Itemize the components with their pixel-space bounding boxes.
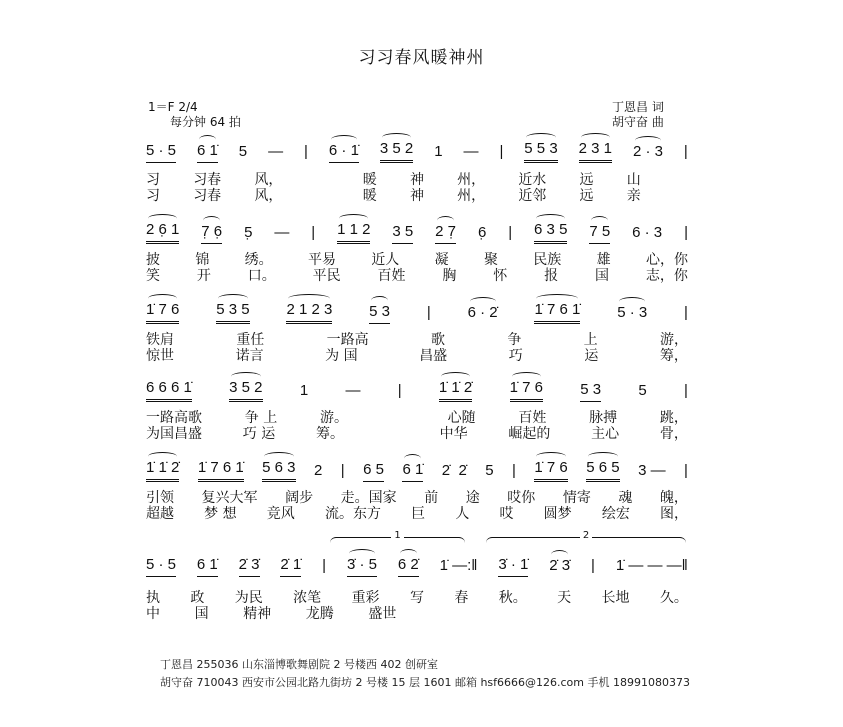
lyric-word: 心，你 (645, 252, 688, 268)
note-group: 3 5 (392, 223, 413, 244)
lyric-word: 暖 (362, 172, 377, 188)
lyric-word: 凝 (434, 252, 449, 268)
lyric-word: 争 上 (244, 410, 278, 426)
volta-2: 2 (486, 537, 686, 546)
lyric-word: 重彩 (351, 590, 380, 606)
notation-line (146, 221, 688, 244)
lyric-line-1 (146, 252, 688, 268)
note-group: — (345, 382, 361, 399)
note-group: 1̇ 7 6 (534, 459, 567, 482)
lyric-word: 百姓 (518, 410, 547, 426)
barline: | (683, 382, 688, 399)
lyric-word: 秋。 (498, 590, 527, 606)
lyric-word: 为 国 (325, 348, 358, 364)
note-group: 6 5 (363, 461, 384, 482)
lyric-word: 雄 (596, 252, 611, 268)
lyric-word: 哎 (499, 506, 514, 522)
lyric-word: 远 (579, 172, 594, 188)
lyric-word: 走。国家 (340, 490, 397, 506)
lyric-word: 盛世 (368, 606, 397, 622)
lyric-word: 巧 运 (242, 426, 276, 442)
lyric-word: 胸 (442, 268, 457, 284)
barline: | (499, 143, 504, 160)
lyric-word: 一路高歌 (146, 410, 202, 426)
note-group: 2 7̣ (435, 223, 456, 244)
note-group: 5 (238, 143, 248, 160)
lyric-line-2 (146, 188, 688, 204)
note-group: 5 3 5 (216, 301, 249, 324)
lyric-word: 习春 (193, 188, 222, 204)
lyric-line-2 (146, 426, 688, 442)
barline: | (322, 557, 327, 574)
note-group: 2 6̣ 1 (146, 221, 179, 244)
lyric-word: 梦 想 (204, 506, 237, 522)
key-signature: 1＝F 2/4 (148, 100, 198, 114)
lyric-word: 运 (584, 348, 599, 364)
note-group: 2̇ 3̇ (549, 557, 570, 577)
lyric-word: 州， (457, 188, 486, 204)
notation-line (146, 140, 688, 163)
note-group: 6 · 3 (632, 224, 663, 241)
note-group: 3̇ · 1̇ (498, 556, 528, 577)
note-group: — (274, 224, 290, 241)
lyric-word: 流。东方 (324, 506, 381, 522)
note-group: 5 5 3 (524, 140, 557, 163)
note-group: 5 3 (369, 303, 390, 324)
lyric-word: 平民 (312, 268, 341, 284)
note-group: 1 (434, 143, 443, 160)
lyric-word: 魄， (659, 490, 688, 506)
lyric-word: 绘宏 (601, 506, 630, 522)
lyric-word: 习春 (193, 172, 222, 188)
song-title: 习习春风暖神州 (358, 48, 485, 68)
note-group: 1̇ 1̇ 2̇ (146, 459, 179, 482)
note-group: 3 5 2 (380, 140, 413, 163)
barline: | (304, 143, 308, 160)
note-group: 1̇ — — —‖ (615, 557, 688, 574)
note-group: — (463, 143, 479, 160)
note-group: 3 — (638, 462, 666, 479)
note-group: 7 5 (589, 223, 610, 244)
barline: | (591, 557, 595, 574)
barline: | (508, 224, 513, 241)
lyric-word: 心随 (447, 410, 476, 426)
lyric-word: 情寄 (562, 490, 591, 506)
lyric-word: 筹， (659, 348, 688, 364)
lyric-word: 中华 (439, 426, 468, 442)
lyric-word: 巨 (411, 506, 426, 522)
lyric-line-2 (146, 268, 688, 284)
note-group: 2 (313, 462, 323, 479)
lyric-word: 风， (254, 188, 283, 204)
lyric-word: 图， (660, 506, 688, 522)
barline: | (512, 462, 516, 479)
note-group: 1 (299, 382, 309, 399)
note-group: 5 (638, 382, 647, 399)
note-group: — (268, 143, 284, 160)
lyric-word: 人 (455, 506, 470, 522)
note-group: 5 6 5 (586, 459, 619, 482)
lyric-line-2 (146, 348, 688, 364)
note-group: 5 · 5 (146, 556, 176, 577)
note-group: 5 (485, 462, 494, 479)
lyric-word: 竞风 (266, 506, 295, 522)
note-group: 5 6 3 (262, 459, 295, 482)
lyric-word: 复兴大军 (201, 490, 258, 506)
lyric-word: 圆梦 (543, 506, 572, 522)
lyric-word: 重任 (236, 332, 265, 348)
note-group: 6̣ (477, 224, 487, 241)
barline: | (397, 382, 402, 399)
lyric-word: 国 (194, 606, 209, 622)
lyric-word: 中 (146, 606, 160, 622)
lyric-word: 骨， (659, 426, 688, 442)
note-group: 5 3 (580, 381, 601, 402)
lyric-word: 报 (544, 268, 559, 284)
lyric-word: 超越 (146, 506, 174, 522)
notation-line (146, 556, 688, 577)
lyric-word: 游。 (320, 410, 349, 426)
lyric-word: 披 (146, 252, 160, 268)
lyric-line-1 (146, 590, 688, 606)
lyric-word: 引领 (146, 490, 174, 506)
barline: | (684, 224, 688, 241)
lyric-word: 州， (457, 172, 486, 188)
lyric-word: 筹。 (316, 426, 345, 442)
lyric-word: 跳， (659, 410, 688, 426)
barline: | (426, 304, 431, 321)
barline: | (684, 304, 688, 321)
lyric-word: 亲 (626, 188, 641, 204)
lyric-line-2 (146, 506, 688, 522)
barline: | (683, 143, 688, 160)
composer: 胡守奋 曲 (612, 115, 664, 129)
note-group: 6 6 6 1̇ (146, 379, 192, 402)
lyric-word: 远 (579, 188, 594, 204)
note-group: 1̇ 7 6 (146, 301, 179, 324)
lyric-word: 歌 (430, 332, 445, 348)
lyric-word: 脉搏 (589, 410, 618, 426)
lyric-word: 魂 (618, 490, 633, 506)
note-group: 5̣ (244, 224, 253, 241)
lyric-word: 国 (595, 268, 609, 284)
tempo: 每分钟 64 拍 (170, 115, 241, 129)
note-group: 1̇ —:‖ (439, 557, 478, 574)
lyric-word: 聚 (483, 252, 498, 268)
lyric-word: 山 (626, 172, 641, 188)
lyric-line-1 (146, 332, 688, 348)
lyric-word: 昌盛 (419, 348, 448, 364)
note-group: 1̇ 1̇ 2̇ (439, 379, 472, 402)
note-group: 6 · 2̇ (468, 304, 498, 324)
note-group: 2 · 3 (633, 143, 663, 163)
lyric-word: 口。 (247, 268, 276, 284)
lyric-word: 主心 (591, 426, 620, 442)
lyric-word: 怀 (493, 268, 508, 284)
lyric-word: 写 (409, 590, 424, 606)
footer-line-2: 胡守奋 710043 西安市公园北路九街坊 2 号楼 15 层 1601 邮箱 hsf6666@126.com 手机 18991080373 (160, 676, 690, 689)
note-group: 2̇ 2̇ (441, 462, 467, 479)
note-group: 6 3 5 (534, 221, 567, 244)
note-group: 6 1̇ (197, 556, 218, 577)
lyric-word: 阔步 (285, 490, 314, 506)
barline: | (311, 224, 316, 241)
lyric-word: 长地 (601, 590, 630, 606)
lyric-word: 惊世 (146, 348, 174, 364)
lyric-word: 神 (409, 188, 424, 204)
note-group: 6 1̇ (402, 461, 423, 482)
lyric-word: 锦 (195, 252, 210, 268)
lyric-word: 天 (557, 590, 572, 606)
lyric-line-1 (146, 490, 688, 506)
lyric-word: 开 (196, 268, 211, 284)
lyric-word: 笑 (146, 268, 160, 284)
lyric-word: 近人 (371, 252, 400, 268)
lyric-word: 上 (583, 332, 598, 348)
barline: | (684, 462, 688, 479)
note-group: 2 1 2 3 (286, 301, 332, 324)
lyric-word: 久。 (659, 590, 688, 606)
volta-1: 1 (330, 537, 465, 546)
lyric-word: 绣。 (244, 252, 273, 268)
lyric-word: 巧 (508, 348, 523, 364)
lyric-word: 执 (146, 590, 160, 606)
lyric-word: 龙腾 (305, 606, 334, 622)
notation-line (146, 379, 688, 402)
lyric-word: 近水 (518, 172, 547, 188)
note-group: 5 · 3 (617, 304, 647, 324)
lyric-word: 为国昌盛 (146, 426, 202, 442)
lyric-word: 哎你 (507, 490, 536, 506)
note-group: 2 3 1 (579, 140, 612, 163)
lyric-word: 民族 (533, 252, 562, 268)
barline: | (340, 462, 345, 479)
lyric-word: 平易 (307, 252, 336, 268)
footer-line-1: 丁恩昌 255036 山东淄博歌舞剧院 2 号楼西 402 创研室 (160, 658, 438, 671)
lyric-word: 志，你 (645, 268, 688, 284)
lyric-word: 习 (146, 188, 160, 204)
note-group: 3 5 2 (229, 379, 262, 402)
lyric-word: 神 (409, 172, 424, 188)
lyric-word: 习 (146, 172, 160, 188)
lyric-word: 近邻 (518, 188, 547, 204)
note-group: 1̇ 7 6 1̇ (534, 301, 580, 324)
note-group: 1̇ 7 6 (510, 379, 543, 402)
lyric-word: 铁肩 (146, 332, 174, 348)
lyric-word: 前 (424, 490, 439, 506)
lyric-word: 政 (190, 590, 205, 606)
note-group: 3̇ · 5 (347, 556, 377, 577)
notation-line (146, 459, 688, 482)
notation-line (146, 301, 688, 324)
note-group: 7̣ 6̣ (201, 223, 222, 244)
lyric-word: 暖 (362, 188, 377, 204)
note-group: 5 · 5 (146, 142, 176, 163)
note-group: 2̇ 3̇ (239, 556, 260, 577)
lyric-line-1 (146, 410, 688, 426)
lyric-word: 一路高 (326, 332, 369, 348)
note-group: 1 1 2 (337, 221, 370, 244)
lyric-word: 诺言 (235, 348, 264, 364)
lyric-line-1 (146, 172, 688, 188)
lyric-word: 游， (659, 332, 688, 348)
lyric-word: 争 (507, 332, 522, 348)
note-group: 1̇ 7 6 1̇ (198, 459, 244, 482)
lyric-word: 百姓 (377, 268, 406, 284)
lyric-word: 崛起的 (508, 426, 551, 442)
note-group: 6 · 1̇ (329, 142, 359, 163)
lyric-line-2 (146, 606, 688, 622)
lyric-word: 春 (454, 590, 469, 606)
lyric-word: 风， (254, 172, 283, 188)
note-group: 6 1̇ (197, 142, 218, 163)
note-group: 2̇ 1̇ (280, 556, 301, 577)
lyric-word: 途 (465, 490, 480, 506)
lyricist: 丁恩昌 词 (612, 100, 664, 114)
note-group: 6 2̇ (398, 556, 419, 577)
lyric-word: 为民 (234, 590, 263, 606)
lyric-word: 精神 (243, 606, 272, 622)
lyric-word: 浓笔 (293, 590, 322, 606)
